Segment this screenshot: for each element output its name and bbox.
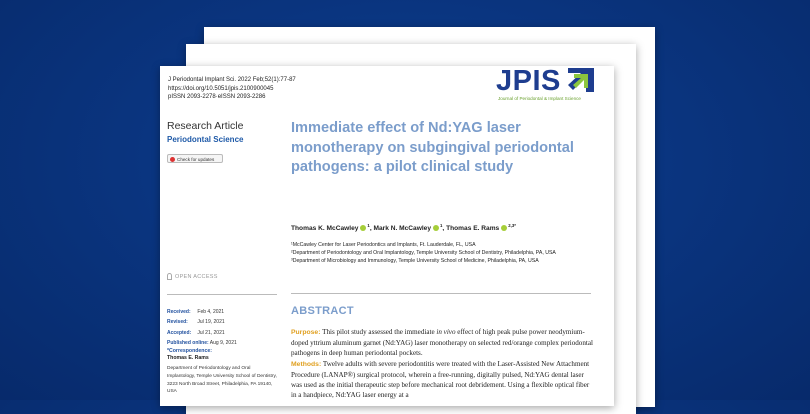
purpose-label: Purpose: — [291, 329, 321, 336]
abstract-purpose — [291, 327, 596, 359]
open-access-label: OPEN ACCESS — [175, 273, 218, 280]
jpis-logo — [496, 66, 596, 106]
article-section: Periodontal Science — [167, 135, 244, 144]
author-name[interactable]: Mark N. McCawley — [373, 225, 432, 233]
author-affiliation-sup: 2,3* — [508, 223, 516, 228]
logo-text: JPIS — [496, 66, 561, 97]
article-type: Research Article — [167, 120, 244, 132]
citation-journal: J Periodontal Implant Sci. 2022 Feb;52(1):77-87 — [168, 77, 296, 83]
open-access-badge — [167, 273, 218, 280]
abstract-heading: ABSTRACT — [291, 305, 354, 317]
received-label: Received: — [167, 309, 191, 315]
revised-date: Jul 19, 2021 — [197, 319, 225, 326]
author-name[interactable]: Thomas E. Rams — [446, 225, 500, 233]
orcid-icon[interactable] — [360, 225, 366, 231]
right-divider — [291, 293, 591, 294]
received-date: Feb 4, 2021 — [197, 309, 225, 315]
correspondence-name: Thomas E. Rams — [167, 355, 209, 361]
abstract-body — [291, 327, 596, 400]
purpose-text-italic: in vivo — [436, 328, 456, 336]
author-affiliation-sup: 1 — [367, 223, 370, 228]
accepted-label: Accepted: — [167, 329, 192, 336]
open-lock-icon — [167, 273, 172, 280]
check-for-updates-button[interactable] — [167, 154, 223, 163]
orcid-icon[interactable] — [433, 225, 439, 231]
published-date: Aug 9, 2021 — [209, 339, 237, 346]
correspondence-label: *Correspondence: — [167, 348, 212, 354]
logo-subtitle: Journal of Periodontal & Implant Science — [498, 96, 581, 101]
left-divider — [167, 294, 277, 295]
author-affiliation-sup: 1 — [440, 223, 443, 228]
methods-text: Twelve adults with severe periodontitis were treated with the Laser-Assisted New Attachment Procedure (LANAP®) surgical protocol, wherein a free-running, digitally pulsed, Nd:YAG dental laser was used as the initial therapeutic step before mechanical root debridement. Using a flexible optical fiber in a handpiece, Nd:YAG laser energy at a — [291, 359, 590, 400]
accepted-date: Jul 21, 2021 — [197, 329, 225, 336]
affiliations — [291, 242, 601, 266]
citation-block — [168, 76, 296, 102]
affiliation-item: ²Department of Periodontology and Oral Implantology, Temple University School of Dentistry, Philadelphia, PA, USA — [291, 249, 556, 256]
correspondence-address: Department of Periodontology and Oral Implantology, Temple University School of Dentistry, 3223 North Broad Street, Philadelphia, PA 19140, USA — [167, 366, 277, 395]
revised-label: Revised: — [167, 319, 188, 326]
arrow-logo-icon — [568, 68, 594, 92]
author-name[interactable]: Thomas K. McCawley — [291, 225, 359, 233]
orcid-icon[interactable] — [501, 225, 507, 231]
author-list: Thomas K. McCawley $^1$, Mark N. McCawley $^1$, Thomas E. Rams $^{2,3*}$ — [291, 223, 516, 233]
methods-label: Methods: — [291, 360, 322, 368]
article-first-page — [160, 66, 614, 406]
citation-doi[interactable]: https://doi.org/10.5051/jpis.2100900045 — [168, 85, 274, 92]
published-label: Published online: — [167, 339, 209, 346]
citation-issn: pISSN 2093-2278·eISSN 2093-2286 — [168, 94, 266, 100]
affiliation-item: ¹McCawley Center for Laser Periodontics and Implants, Ft. Lauderdale, FL, USA — [291, 242, 476, 248]
abstract-methods — [291, 359, 596, 401]
purpose-text-post: effect of high peak pulse power neodymium-doped yttrium aluminum garnet (Nd:YAG) laser monotherapy on selected red/orange complex periodontal pathogens in deep human periodontal pockets. — [291, 328, 593, 358]
check-updates-label: Check for updates — [177, 157, 215, 162]
article-dates — [167, 307, 237, 348]
article-title: Immediate effect of Nd:YAG laser monotherapy on subgingival periodontal pathogens: a pilot clinical study — [291, 120, 574, 175]
purpose-text-pre: This pilot study assessed the immediate — [320, 328, 437, 336]
affiliation-item: ³Department of Microbiology and Immunology, Temple University School of Medicine, Philadelphia, PA, USA — [291, 257, 539, 264]
crossmark-icon — [170, 157, 175, 162]
